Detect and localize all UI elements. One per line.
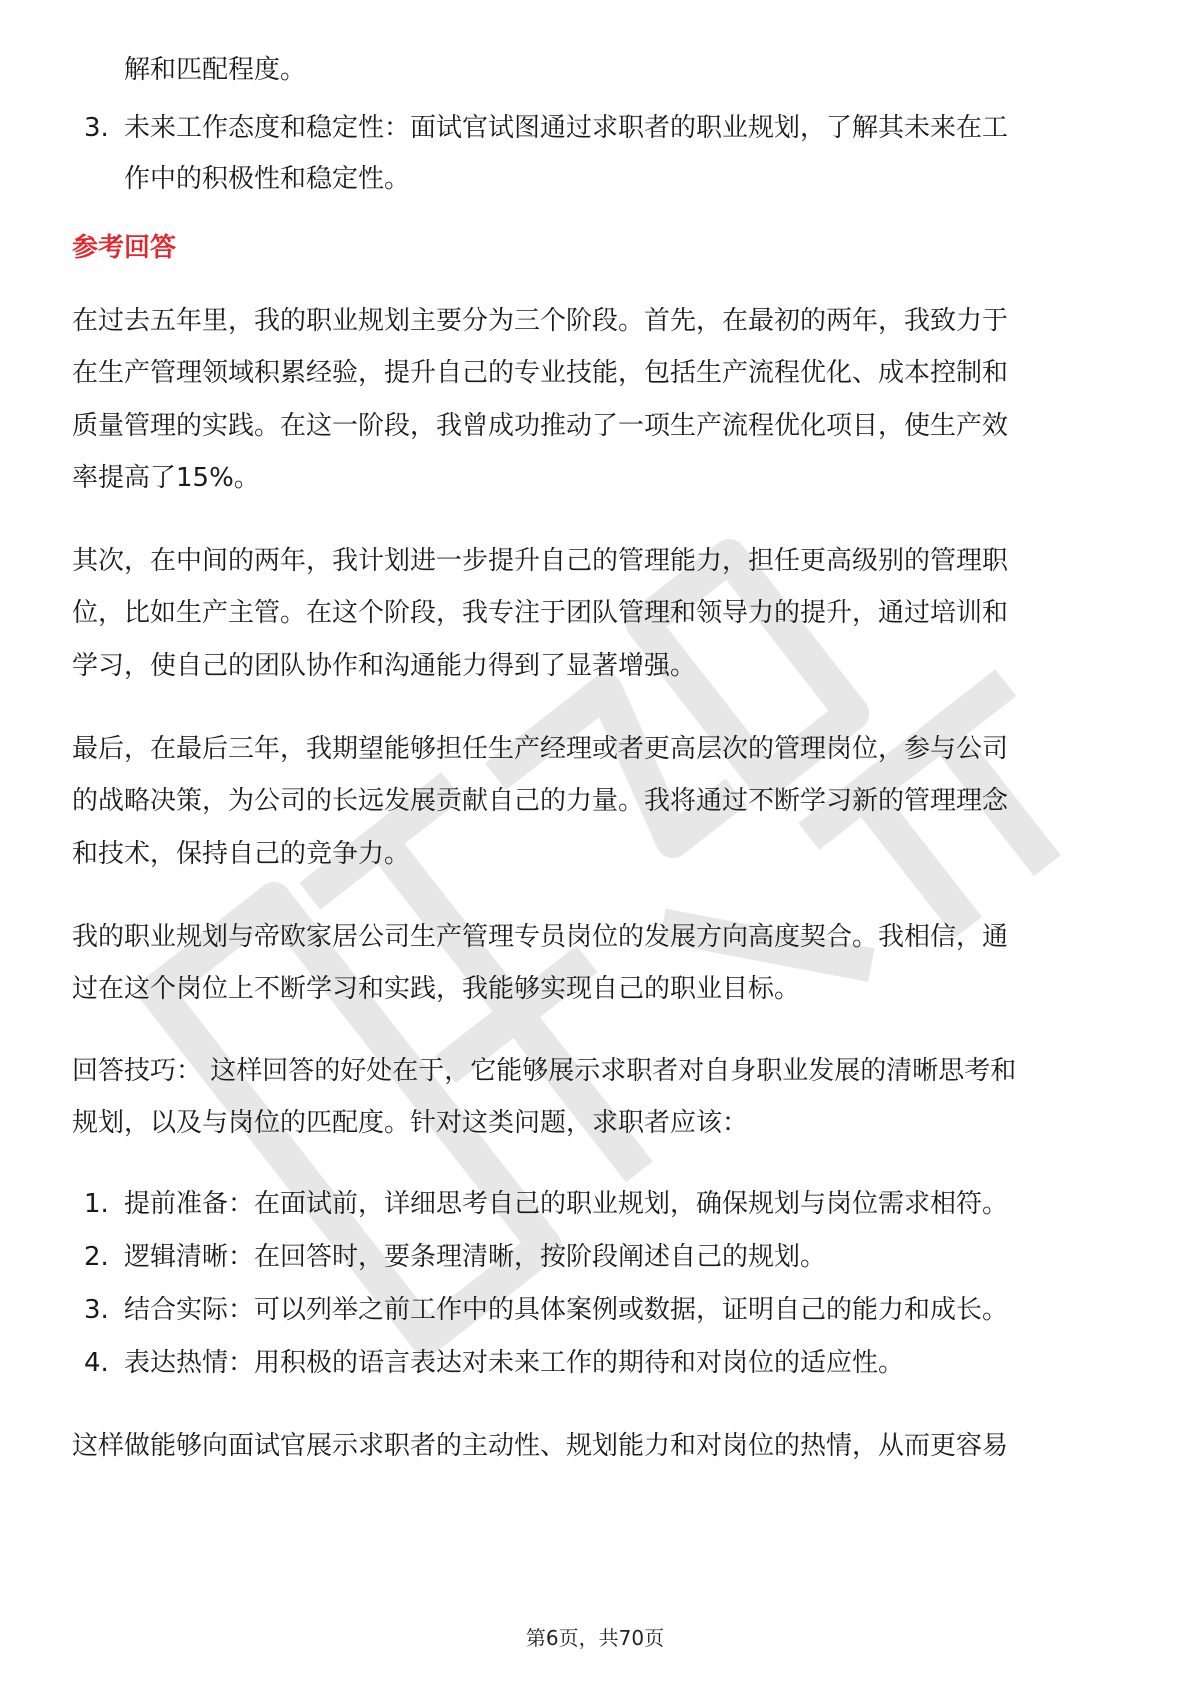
paragraph-line: 质量管理的实践。在这一阶段，我曾成功推动了一项生产流程优化项目，使生产效 bbox=[72, 411, 1009, 441]
list-item-text: 未来工作态度和稳定性：面试官试图通过求职者的职业规划，了解其未来在工 bbox=[124, 113, 1009, 143]
paragraph-line: 率提高了15%。 bbox=[72, 463, 260, 493]
list-item-continuation: 解和匹配程度。 bbox=[124, 55, 307, 85]
list-item-text: 结合实际：可以列举之前工作中的具体案例或数据，证明自己的能力和成长。 bbox=[124, 1295, 1009, 1325]
section-heading: 参考回答 bbox=[72, 233, 177, 263]
paragraph-line: 的战略决策，为公司的长远发展贡献自己的力量。我将通过不断学习新的管理理念 bbox=[72, 786, 1009, 816]
paragraph-line: 学习，使自己的团队协作和沟通能力得到了显著增强。 bbox=[72, 651, 697, 681]
paragraph-line: 在过去五年里，我的职业规划主要分为三个阶段。首先，在最初的两年，我致力于 bbox=[72, 306, 1009, 336]
paragraph-line: 和技术，保持自己的竞争力。 bbox=[72, 839, 411, 869]
paragraph-line: 我的职业规划与帝欧家居公司生产管理专员岗位的发展方向高度契合。我相信，通 bbox=[72, 922, 1009, 952]
paragraph-line: 回答技巧： 这样回答的好处在于，它能够展示求职者对自身职业发展的清晰思考和 bbox=[72, 1056, 1017, 1086]
list-item-number: 4. bbox=[84, 1348, 109, 1378]
paragraph-line: 规划，以及与岗位的匹配度。针对这类问题，求职者应该： bbox=[72, 1108, 749, 1138]
list-item-text: 提前准备：在面试前，详细思考自己的职业规划，确保规划与岗位需求相符。 bbox=[124, 1189, 1009, 1219]
list-item-text: 逻辑清晰：在回答时，要条理清晰，按阶段阐述自己的规划。 bbox=[124, 1242, 827, 1272]
list-item-text: 表达热情：用积极的语言表达对未来工作的期待和对岗位的适应性。 bbox=[124, 1348, 905, 1378]
page-number: 第6页，共70页 bbox=[525, 1626, 665, 1650]
list-item-text: 作中的积极性和稳定性。 bbox=[124, 164, 411, 194]
paragraph-line: 其次，在中间的两年，我计划进一步提升自己的管理能力，担任更高级别的管理职 bbox=[72, 546, 1009, 576]
paragraph-line: 过在这个岗位上不断学习和实践，我能够实现自己的职业目标。 bbox=[72, 974, 801, 1004]
list-item-number: 3. bbox=[84, 1295, 109, 1325]
closing-paragraph: 这样做能够向面试官展示求职者的主动性、规划能力和对岗位的热情，从而更容易 bbox=[72, 1431, 1009, 1461]
list-item-number: 2. bbox=[84, 1242, 109, 1272]
list-item-number: 3. bbox=[84, 113, 109, 143]
paragraph-line: 位，比如生产主管。在这个阶段，我专注于团队管理和领导力的提升，通过培训和 bbox=[72, 598, 1009, 628]
list-item-number: 1. bbox=[84, 1189, 109, 1219]
paragraph-line: 在生产管理领域积累经验，提升自己的专业技能，包括生产流程优化、成本控制和 bbox=[72, 358, 1009, 388]
paragraph-line: 最后，在最后三年，我期望能够担任生产经理或者更高层次的管理岗位，参与公司 bbox=[72, 734, 1009, 764]
